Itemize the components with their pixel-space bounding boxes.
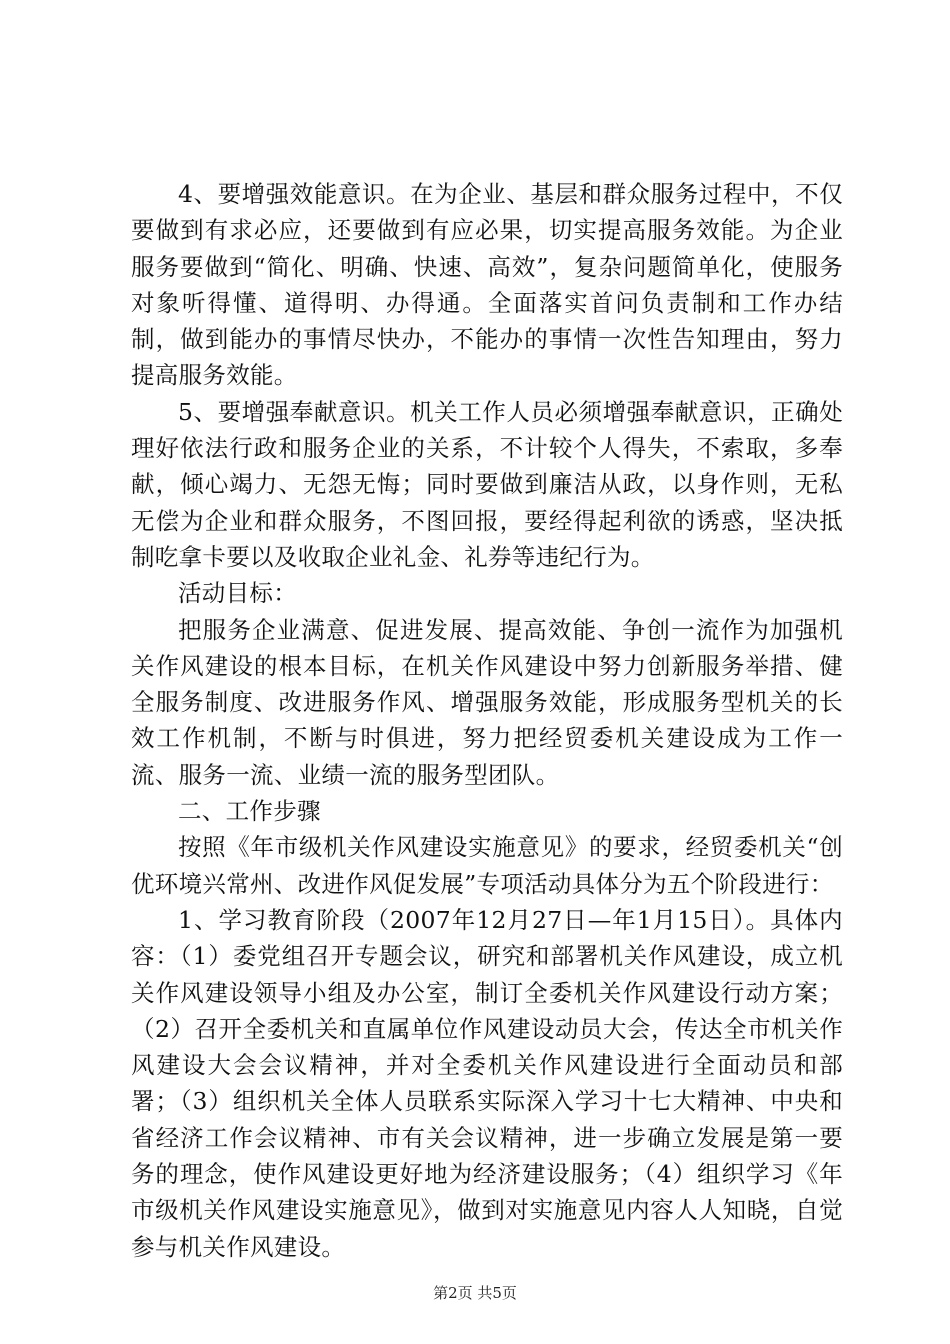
document-body xyxy=(131,176,843,1265)
paragraph-activity-goal-heading: 活动目标： xyxy=(178,579,297,608)
paragraph-study-stage: 1、学习教育阶段（2007年12月27日—年1月15日）。具体内容：（1）委党组召开专题会议，研究和部署机关作风建设，成立机关作风建设领导小组及办公室，制订全委机关作风建设行动方案；（2）召开全委机关和直属单位作风建设动员大会，传达全市机关作风建设大会会议精神，并对全委机关作风建设进行全面动员和部署；（3）组织机关全体人员联系实际深入学习十七大精神、中央和省经济工作会议精神、市有关会议精神，进一步确立发展是第一要务的理念，使作风建设更好地为经济建设服务；（4）组织学习《年市级机关作风建设实施意见》，做到对实施意见内容人人知晓，自觉参与机关作风建设。 xyxy=(131,905,843,1261)
paragraph-stages-intro: 按照《年市级机关作风建设实施意见》的要求，经贸委机关“创优环境兴常州、改进作风促发展”专项活动具体分为五个阶段进行： xyxy=(131,833,843,898)
paragraph-dedication-awareness: 5、要增强奉献意识。机关工作人员必须增强奉献意识，正确处理好依法行政和服务企业的关系，不计较个人得失，不索取，多奉献，倾心竭力、无怨无悔；同时要做到廉洁从政，以身作则，无私无偿为企业和群众服务，不图回报，要经得起利欲的诱惑，坚决抵制吃拿卡要以及收取企业礼金、礼券等违纪行为。 xyxy=(131,397,843,571)
paragraph-efficiency-awareness: 4、要增强效能意识。在为企业、基层和群众服务过程中，不仅要做到有求必应，还要做到有应必果，切实提高服务效能。为企业服务要做到“简化、明确、快速、高效”，复杂问题简单化，使服务对象听得懂、道得明、办得通。全面落实首问负责制和工作办结制，做到能办的事情尽快办，不能办的事情一次性告知理由，努力提高服务效能。 xyxy=(131,180,843,390)
page-number-footer: 第2页 共5页 xyxy=(433,1284,517,1302)
paragraph-activity-goal: 把服务企业满意、促进发展、提高效能、争创一流作为加强机关作风建设的根本目标，在机关作风建设中努力创新服务举措、健全服务制度、改进服务作风、增强服务效能，形成服务型机关的长效工作机制，不断与时俱进，努力把经贸委机关建设成为工作一流、服务一流、业绩一流的服务型团队。 xyxy=(131,615,843,789)
section-heading-work-steps: 二、工作步骤 xyxy=(178,797,321,826)
